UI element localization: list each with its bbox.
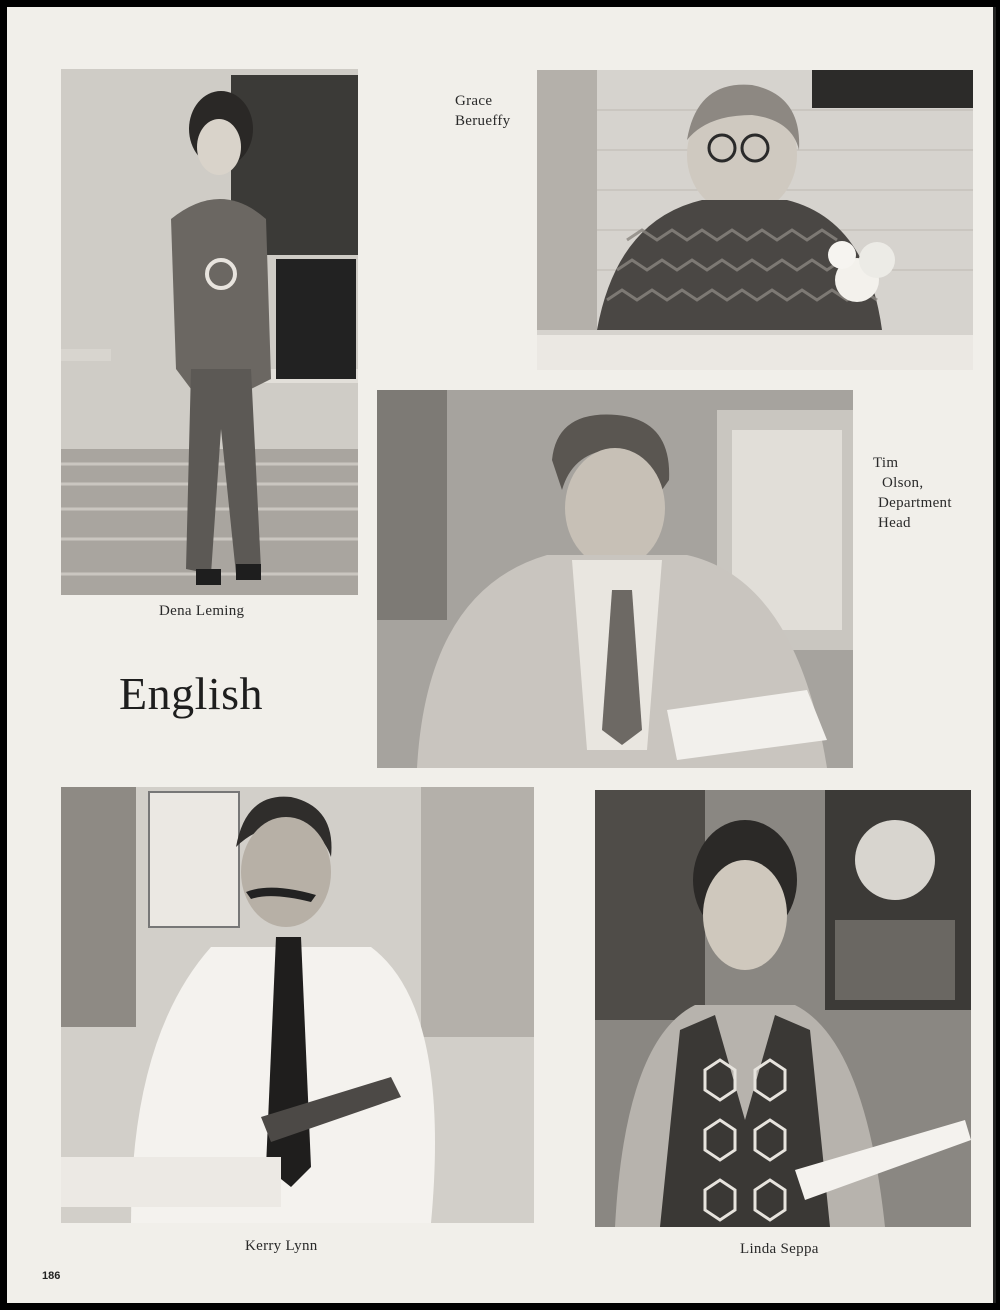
photo-kerry-lynn <box>61 787 534 1223</box>
caption-dena-leming: Dena Leming <box>159 603 245 619</box>
photo-linda-seppa <box>595 790 971 1227</box>
caption-tim-line4: Head <box>878 515 911 531</box>
caption-grace-line2: Berueffy <box>455 113 511 129</box>
caption-tim-line3: Department <box>878 495 952 511</box>
section-heading: English <box>119 668 264 719</box>
photo-tim-olson <box>377 390 853 768</box>
caption-grace-line1: Grace <box>455 93 493 109</box>
photo-grace-berueffy <box>537 70 973 370</box>
photo-dena-leming <box>61 69 358 595</box>
caption-tim-olson <box>873 453 993 533</box>
caption-tim-line1: Tim <box>873 455 899 471</box>
caption-linda-seppa: Linda Seppa <box>740 1241 819 1257</box>
page-number: 186 <box>42 1270 61 1282</box>
caption-kerry-lynn: Kerry Lynn <box>245 1238 318 1254</box>
caption-tim-line2: Olson, <box>882 475 924 491</box>
caption-grace-berueffy <box>455 91 510 131</box>
yearbook-page <box>7 7 996 1303</box>
